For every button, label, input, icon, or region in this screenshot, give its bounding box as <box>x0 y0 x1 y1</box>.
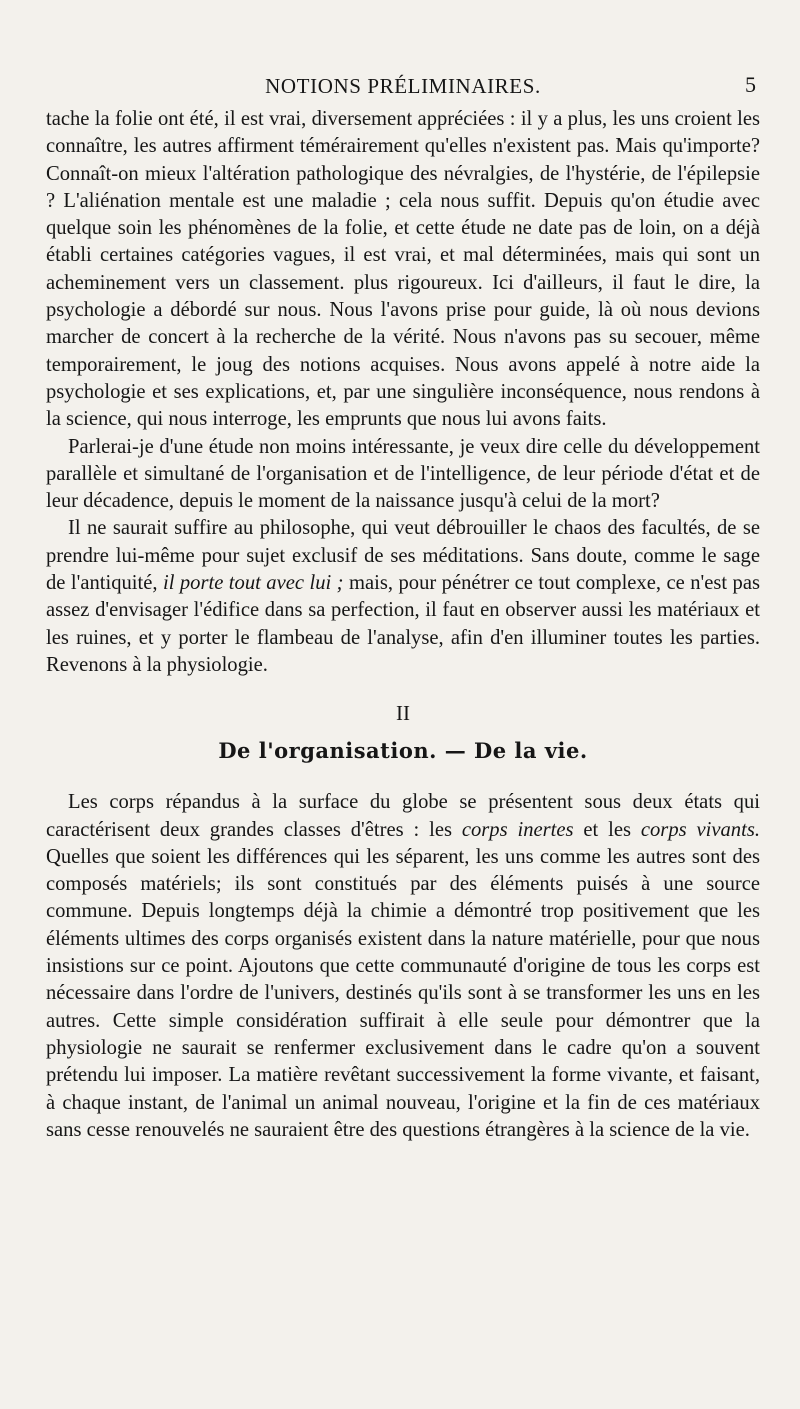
page-number: 5 <box>745 72 756 97</box>
paragraph-philosophe-italic: il porte tout avec lui ; <box>162 572 344 595</box>
running-head <box>46 72 760 106</box>
paragraph-developpement: Parlerai-je d'une étude non moins intéressante, je veux dire celle du développement parallèle et simultané de l'organisation et de l'intelligence, de leur période d'état et de leur décadence, depuis le moment de la naissance jusqu'à celui de la mort? <box>46 435 760 513</box>
paragraph-corps-text-2: et les <box>573 818 641 841</box>
section-title: De l'organisation. — De la vie. <box>218 738 588 764</box>
paragraph-corps-italic-vivants: corps vivants. <box>640 818 760 841</box>
running-title: NOTIONS PRÉLIMINAIRES. <box>265 74 541 98</box>
paragraph-corps-italic-inertes: corps inertes <box>461 818 574 841</box>
body-text <box>46 106 760 1144</box>
paragraph-philosophe-text-2: mais, pour pénétrer ce tout complexe, ce n'est pas assez d'envisager l'édifice dans sa perfection, il faut en observer aussi les matériaux et les ruines, et y porter le flambeau de l'analyse, afin d'en illuminer toutes les parties. Revenons à la physiologie. <box>46 572 760 676</box>
paragraph-folie: tache la folie ont été, il est vrai, diversement appréciées : il y a plus, les uns croient les connaître, les autres affirment témérairement qu'elles n'existent pas. Mais qu'importe? Connaît-on mieux l'altération pathologique des névralgies, de l'hystérie, de l'épilepsie ? L'aliénation mentale est une maladie ; cela nous suffit. Depuis qu'on étudie avec quelque soin les phénomènes de la folie, et cette étude ne date pas de loin, on a déjà établi certaines catégories vagues, il est vrai, et mal déterminées, mais qui sont un acheminement vers un classement. plus rigoureux. Ici d'ailleurs, il faut le dire, la psychologie a débordé sur nous. Nous l'avons prise pour guide, là où nous devions marcher de concert à la recherche de la vérité. Nous n'avons pas su secouer, même temporairement, le joug des notions acquises. Nous avons appelé à notre aide la psychologie et ses explications, et, par une singulière inconséquence, nous rendons à la science, qui nous interroge, les emprunts que nous lui avons faits. <box>46 108 760 431</box>
paragraph-corps <box>46 789 760 1144</box>
paragraph-corps-text-1: Les corps répandus à la surface du globe se présentent sous deux états qui caractérisent deux grandes classes d'êtres : les <box>46 791 760 841</box>
paragraph-philosophe <box>46 515 760 679</box>
paragraph-corps-text-3: Quelles que soient les différences qui les séparent, les uns comme les autres sont des composés matériels; ils sont constitués par des éléments puisés à une source commune. Depuis longtemps déjà la chimie a démontré trop positivement que les éléments ultimes des corps organisés existent dans la nature matérielle, pour que nous insistions sur ce point. Ajoutons que cette communauté d'origine de tous les corps est nécessaire dans l'ordre de l'univers, destinés qu'ils sont à se transformer les uns en les autres. Cette simple considération suffirait à elle seule pour démontrer que la physiologie ne saurait se renfermer exclusivement dans le cadre qu'on a souvent prétendu lui imposer. La matière revêtant successivement la forme vivante, et faisant, à chaque instant, de l'animal un animal nouveau, l'origine et la fin de ces matériaux sans cesse renouvelés ne sauraient être des questions étrangères à la science de la vie. <box>46 845 760 1141</box>
section-number: II <box>396 701 410 726</box>
paragraph-philosophe-text-1: Il ne saurait suffire au philosophe, qui veut débrouiller le chaos des facultés, de se prendre lui-même pour sujet exclusif de ses méditations. Sans doute, comme le sage de l'antiquité, <box>46 517 760 595</box>
